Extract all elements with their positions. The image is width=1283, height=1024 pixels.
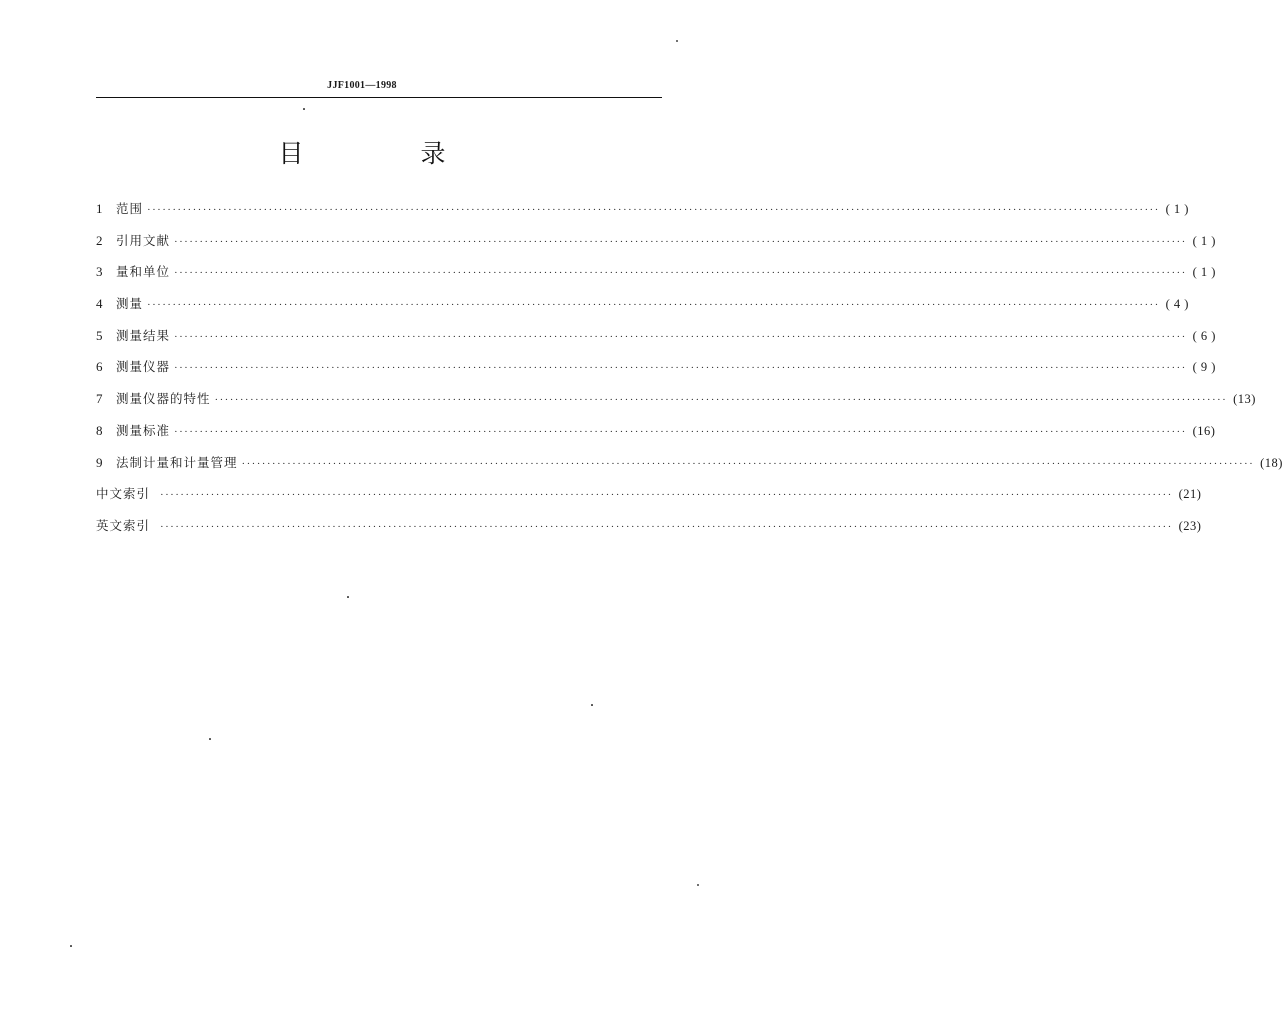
toc-entry-title: 量和单位 (116, 264, 171, 280)
toc-entry-number: 6 (96, 359, 103, 375)
toc-title: 目 录 (278, 139, 492, 168)
toc-entry-number: 5 (96, 327, 103, 343)
toc-entry-number: 9 (96, 454, 103, 470)
toc-entry[interactable] (96, 389, 1256, 421)
toc-entry-number: 1 (96, 201, 103, 216)
scan-speck (347, 596, 349, 598)
toc-entry-page: (21) (1178, 487, 1202, 502)
toc-entry-number: 7 (96, 391, 103, 407)
toc-entry-page: ( 1 ) (1192, 233, 1216, 248)
toc-entry-page: ( 1 ) (1165, 202, 1189, 216)
toc-leader-dots: ········································································································································································································ (174, 267, 1187, 280)
toc-entry[interactable] (96, 231, 1216, 263)
toc-leader-dots: ········································································································································································································ (174, 362, 1187, 375)
toc-leader-dots: ········································································································································································································ (174, 330, 1187, 343)
toc-entry[interactable] (96, 516, 1202, 548)
toc-entry-title: 法制计量和计量管理 (116, 454, 238, 470)
toc-entry-title: 测量仪器 (116, 359, 171, 375)
toc-entry[interactable] (96, 294, 1189, 326)
toc-leader-dots: ········································································································································································································ (214, 394, 1228, 407)
toc-entry-title: 范围 (116, 201, 144, 216)
toc-entry-title: 测量仪器的特性 (116, 391, 211, 407)
toc-entry-number: 2 (96, 232, 103, 248)
toc-entry-number: 3 (96, 264, 103, 280)
toc-entry[interactable] (96, 199, 1189, 231)
toc-entry[interactable] (96, 326, 1216, 358)
toc-entry-page: (18) (1260, 455, 1283, 470)
scan-speck (70, 945, 72, 947)
toc-entry-number: 4 (96, 296, 103, 312)
scan-speck (209, 738, 211, 740)
toc-leader-dots: ········································································································································································································ (174, 235, 1187, 248)
toc-leader-dots: ········································································································································································································ (147, 204, 1160, 216)
document-code: JJF1001—1998 (327, 80, 397, 91)
toc-leader-dots: ········································································································································································································ (174, 425, 1187, 438)
scan-speck (697, 884, 699, 886)
scan-speck (591, 704, 593, 706)
toc-entry-page: (13) (1233, 392, 1256, 407)
toc-leader-dots: ········································································································································································································ (147, 299, 1160, 312)
toc-leader-dots: ········································································································································································································ (160, 489, 1173, 502)
toc-entry-title: 中文索引 (96, 486, 151, 502)
toc-leader-dots: ········································································································································································································ (160, 520, 1173, 533)
toc-entry-title: 测量结果 (116, 327, 171, 343)
header-rule (96, 97, 662, 98)
toc-entry[interactable] (96, 262, 1216, 294)
toc-entry-page: ( 6 ) (1192, 328, 1216, 343)
toc-entry-page: (16) (1192, 423, 1216, 438)
toc-leader-dots: ········································································································································································································ (241, 457, 1255, 470)
toc-entry-title: 英文索引 (96, 517, 151, 533)
toc-entry-number: 8 (96, 422, 103, 438)
table-of-contents (96, 199, 1283, 548)
toc-entry[interactable] (96, 484, 1202, 516)
toc-entry-title: 测量标准 (116, 422, 171, 438)
toc-entry[interactable] (96, 421, 1216, 453)
toc-entry-title: 测量 (116, 296, 144, 312)
scan-speck (676, 40, 678, 42)
toc-entry[interactable] (96, 453, 1283, 485)
toc-entry-page: ( 4 ) (1165, 297, 1189, 312)
scan-speck (303, 108, 305, 110)
toc-entry-page: (23) (1178, 518, 1202, 533)
toc-entry-page: ( 1 ) (1192, 265, 1216, 280)
toc-entry-page: ( 9 ) (1192, 360, 1216, 375)
toc-entry-title: 引用文献 (116, 232, 171, 248)
toc-entry[interactable] (96, 357, 1216, 389)
